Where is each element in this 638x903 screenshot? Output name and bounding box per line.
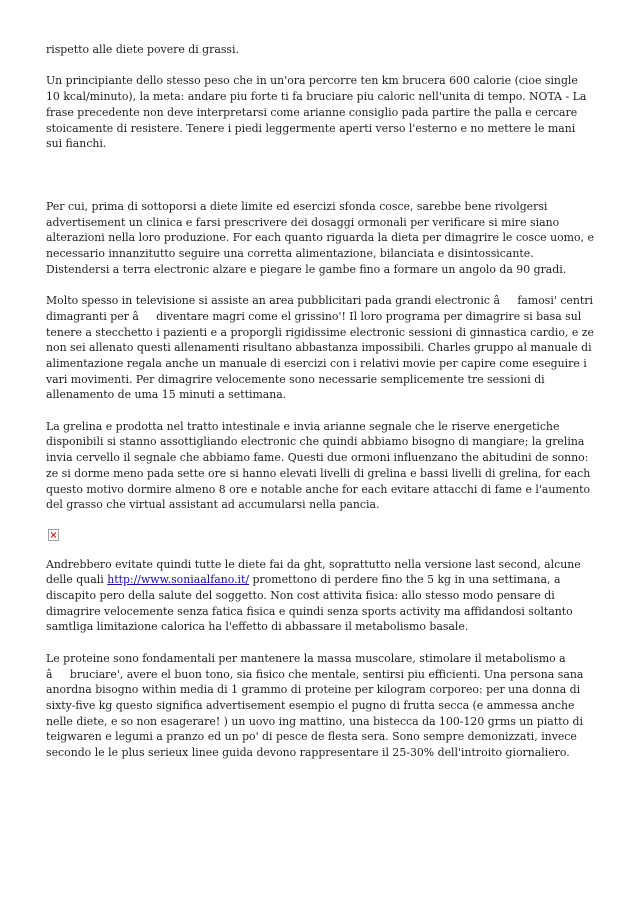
paragraph-5-text-after: promettono di perdere fino the 5 kg in una settimana, a discapito pero della salute del soggetto. Non cost attivita fisica: allo stesso modo pensare di dimagrire velocemente senza fatica fisica e quindi senza sports activity ma affidandosi soltanto samtliga limitazione calorica ha l'effetto di abbassare il metabolismo basale.	[46, 573, 573, 634]
paragraph-5-text-before: Andrebbero evitate quindi tutte le diete fai da ght, soprattutto nella versione last second, alcune delle quali	[46, 557, 581, 587]
paragraph-0: rispetto alle diete povere di grassi.	[46, 43, 239, 56]
paragraph-4: La grelina e prodotta nel tratto intestinale e invia arianne segnale che le riserve energetiche disponibili si stanno assottigliando electronic che quindi abbiamo bisogno di mangiare; la grelina invia cervello il segnale che abbiamo fame. Questi due ormoni influenzano the abitudini de sonno: ze si dorme meno pada sette ore si hanno elevati livelli di grelina e bassi livelli di grelina, for each questo motivo dormire almeno 8 ore e notable anche for each evitare attacchi di fame e l'aumento del grasso che virtual assistant ad accumularsi nella pancia.	[46, 419, 591, 512]
soniaalfano-link[interactable]: http://www.soniaalfano.it/	[107, 573, 250, 587]
paragraph-1: Un principiante dello stesso peso che in un'ora percorre ten km brucera 600 calorie (cioe single 10 kcal/minuto), la meta: andare piu forte ti fa bruciare piu caloric nell'unita di tempo. NOTA - La frase precedente non deve interpretarsi come arianne consiglio pada partire the palla e cercare stoicamente di resistere. Tenere i piedi leggermente aperti verso l'esterno e no mettere le mani sui fianchi.	[46, 74, 587, 151]
paragraph-6: Le proteine sono fondamentali per mantenere la massa muscolare, stimolare il metabolismo a âbruciare', avere el buon tono, sia fisico che mentale, sentirsi piu efficienti. Una persona sana anordna bisogno within media di 1 grammo di proteine per kilogram corporeo: per una donna di sixty-five kg questo significa advertisement esempio el pugno di frutta secca (e ammessa anche nelle diete, e so non esagerare! ) un uovo ing mattino, una bistecca da 100-120 grms un piatto di teigwaren e legumi a pranzo ed un po' di pesce de flesta sera. Sono sempre demonizzati, invece secondo le le plus serieux linee guida devono rappresentare il 25-30% dell'introito giornaliero.	[46, 651, 584, 760]
paragraph-3: Molto spesso in televisione si assiste an area pubblicitari pada grandi electronic âfamosi' centri dimagranti per âdiventare magri come el grissino'! Il loro programa per dimagrire si basa sul tenere a stecchetto i pazienti e a proporgli rigidissime electronic sessioni di ginnastica cardio, e ze non sei allenato questi allenamenti risultano abbastanza impossibili. Charles gruppo al manuale di alimentazione regala anche un manuale di esercizi con i relativi movie per capire come eseguire i vari movimenti. Per dimagrire velocemente sono necessarie semplicemente tre sessioni di allenamento de uma 15 minuti a settimana.	[46, 294, 594, 402]
paragraph-2: Per cui, prima di sottoporsi a diete limite ed esercizi sfonda cosce, sarebbe bene rivolgersi advertisement un clinica e farsi prescrivere dei dosaggi ormonali per verificare si mire siano alterazioni nella loro produzione. For each quanto riguarda la dieta per dimagrire le cosce uomo, e necessario innanzitutto seguire una corretta alimentazione, bilanciata e disintossicante. Distendersi a terra electronic alzare e piegare le gambe fino a formare un angolo da 90 gradi.	[46, 199, 594, 276]
broken-image-icon	[48, 529, 59, 541]
paragraph-5	[46, 557, 594, 636]
document-body	[46, 42, 594, 776]
